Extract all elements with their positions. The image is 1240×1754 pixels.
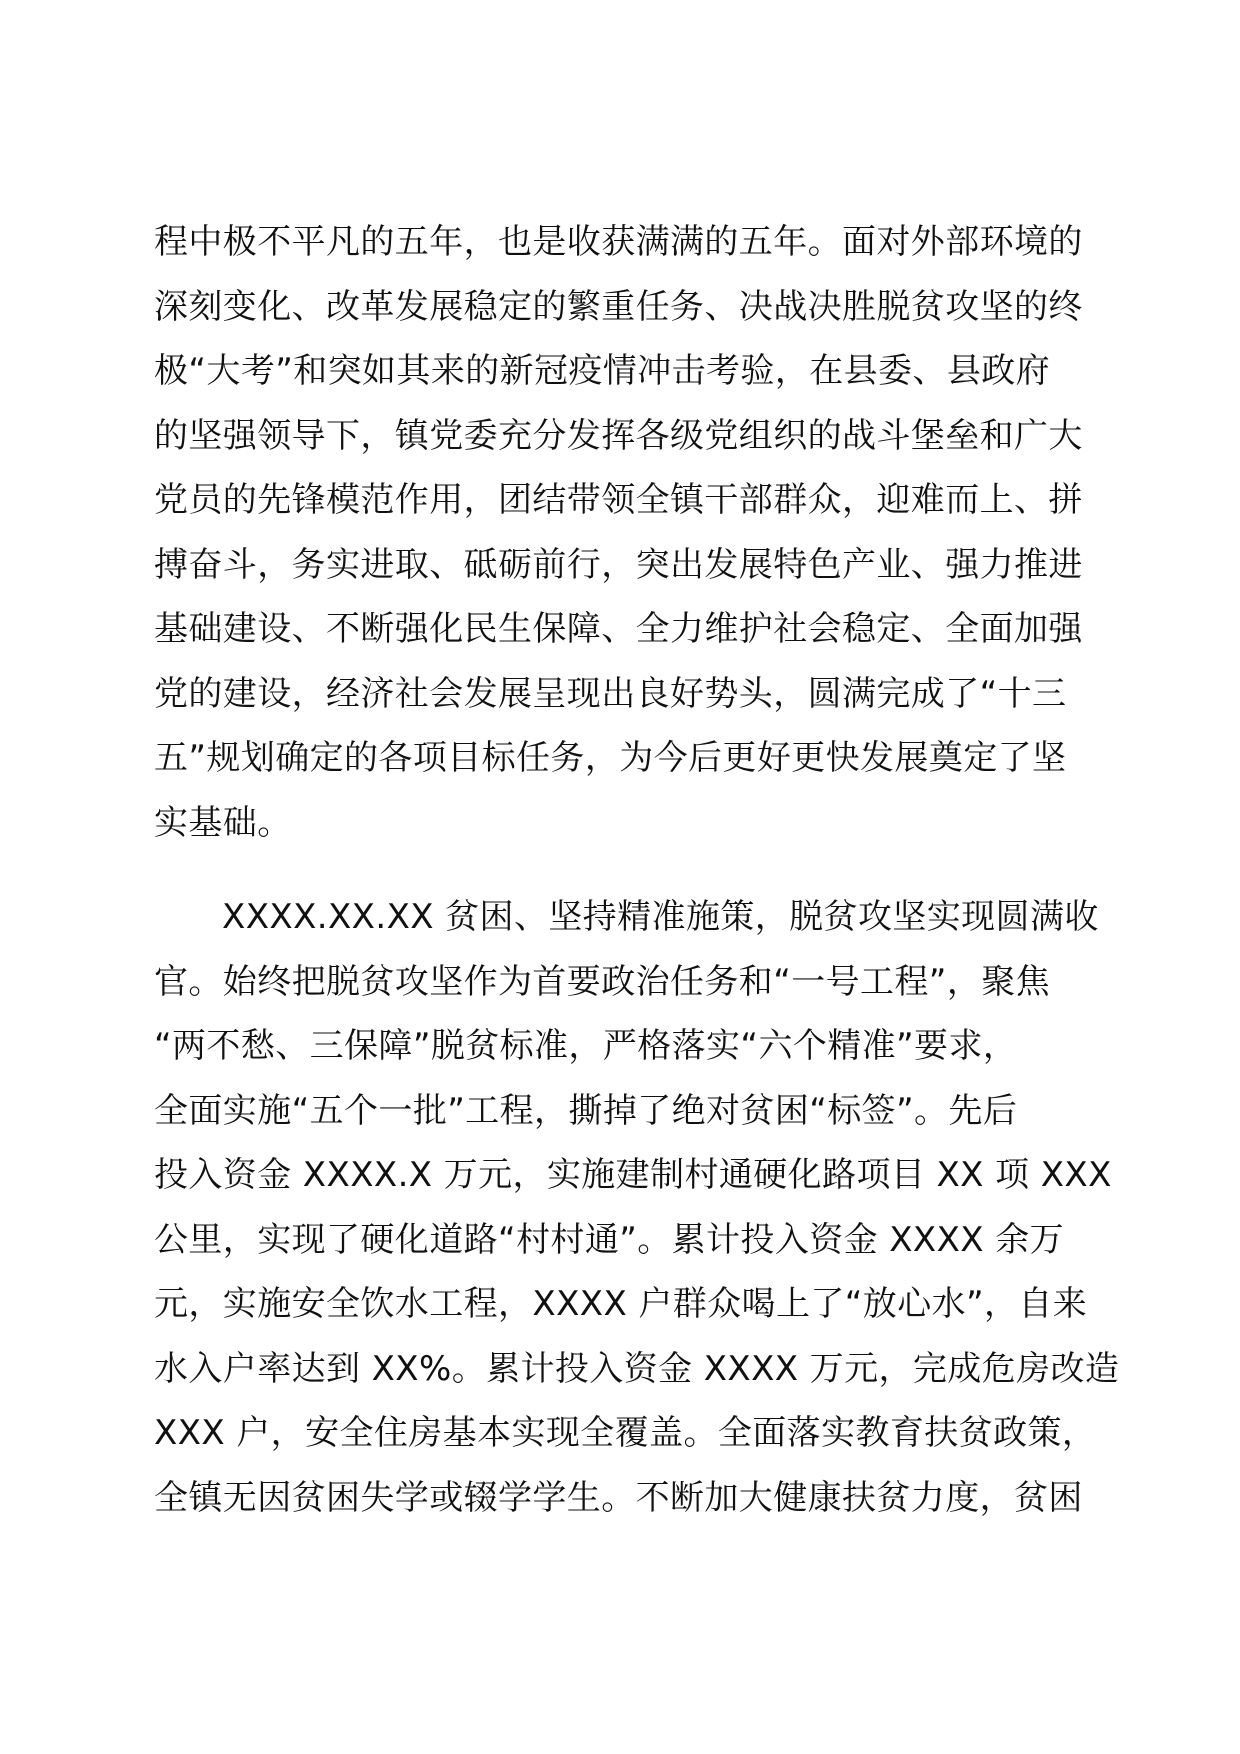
text-line: 投入资金 XXXX.X 万元，实施建制村通硬化路项目 XX 项 XXX — [154, 1155, 1112, 1195]
text-line: 实基础。 — [154, 802, 292, 843]
text-line: 全面实施“五个一批”工程，撕掉了绝对贫困“标签”。先后 — [154, 1090, 1018, 1131]
text-line: 基础建设、不断强化民生保障、全力维护社会稳定、全面加强 — [154, 609, 1083, 649]
text-line: 元，实施安全饮水工程，XXXX 户群众喝上了“放心水”，自来 — [154, 1284, 1088, 1324]
text-line: 水入户率达到 XX%。累计投入资金 XXXX 万元，完成危房改造 — [154, 1348, 1120, 1389]
text-line: 搏奋斗，务实进取、砥砺前行，突出发展特色产业、强力推进 — [154, 544, 1083, 585]
text-line: 深刻变化、改革发展稳定的繁重任务、决战决胜脱贫攻坚的终 — [154, 286, 1083, 327]
paragraph-1 — [154, 210, 1086, 855]
text-line: 五”规划确定的各项目标任务，为今后更好更快发展奠定了坚 — [154, 738, 1067, 778]
paragraph-2 — [154, 885, 1120, 1530]
text-line: “两不愁、三保障”脱贫标准，严格落实“六个精准”要求， — [154, 1026, 1018, 1066]
text-line: 官。始终把脱贫攻坚作为首要政治任务和“一号工程”，聚焦 — [154, 961, 1051, 1002]
text-line: 党员的先锋模范作用，团结带领全镇干部群众，迎难而上、拼 — [154, 480, 1083, 520]
text-line: XXX 户，安全住房基本实现全覆盖。全面落实教育扶贫政策， — [154, 1413, 1097, 1453]
text-line: 公里，实现了硬化道路“村村通”。累计投入资金 XXXX 余万 — [154, 1219, 1065, 1260]
text-line: 全镇无因贫困失学或辍学学生。不断加大健康扶贫力度，贫困 — [154, 1477, 1083, 1518]
text-line: 程中极不平凡的五年，也是收获满满的五年。面对外部环境的 — [154, 222, 1083, 262]
text-line: 极“大考”和突如其来的新冠疫情冲击考验，在县委、县政府 — [154, 351, 1051, 391]
text-line: 的坚强领导下，镇党委充分发挥各级党组织的战斗堡垒和广大 — [154, 415, 1083, 456]
text-line: 党的建设，经济社会发展呈现出良好势头，圆满完成了“十三 — [154, 673, 1067, 714]
text-line: XXXX.XX.XX 贫困、坚持精准施策，脱贫攻坚实现圆满收 — [222, 897, 1099, 937]
